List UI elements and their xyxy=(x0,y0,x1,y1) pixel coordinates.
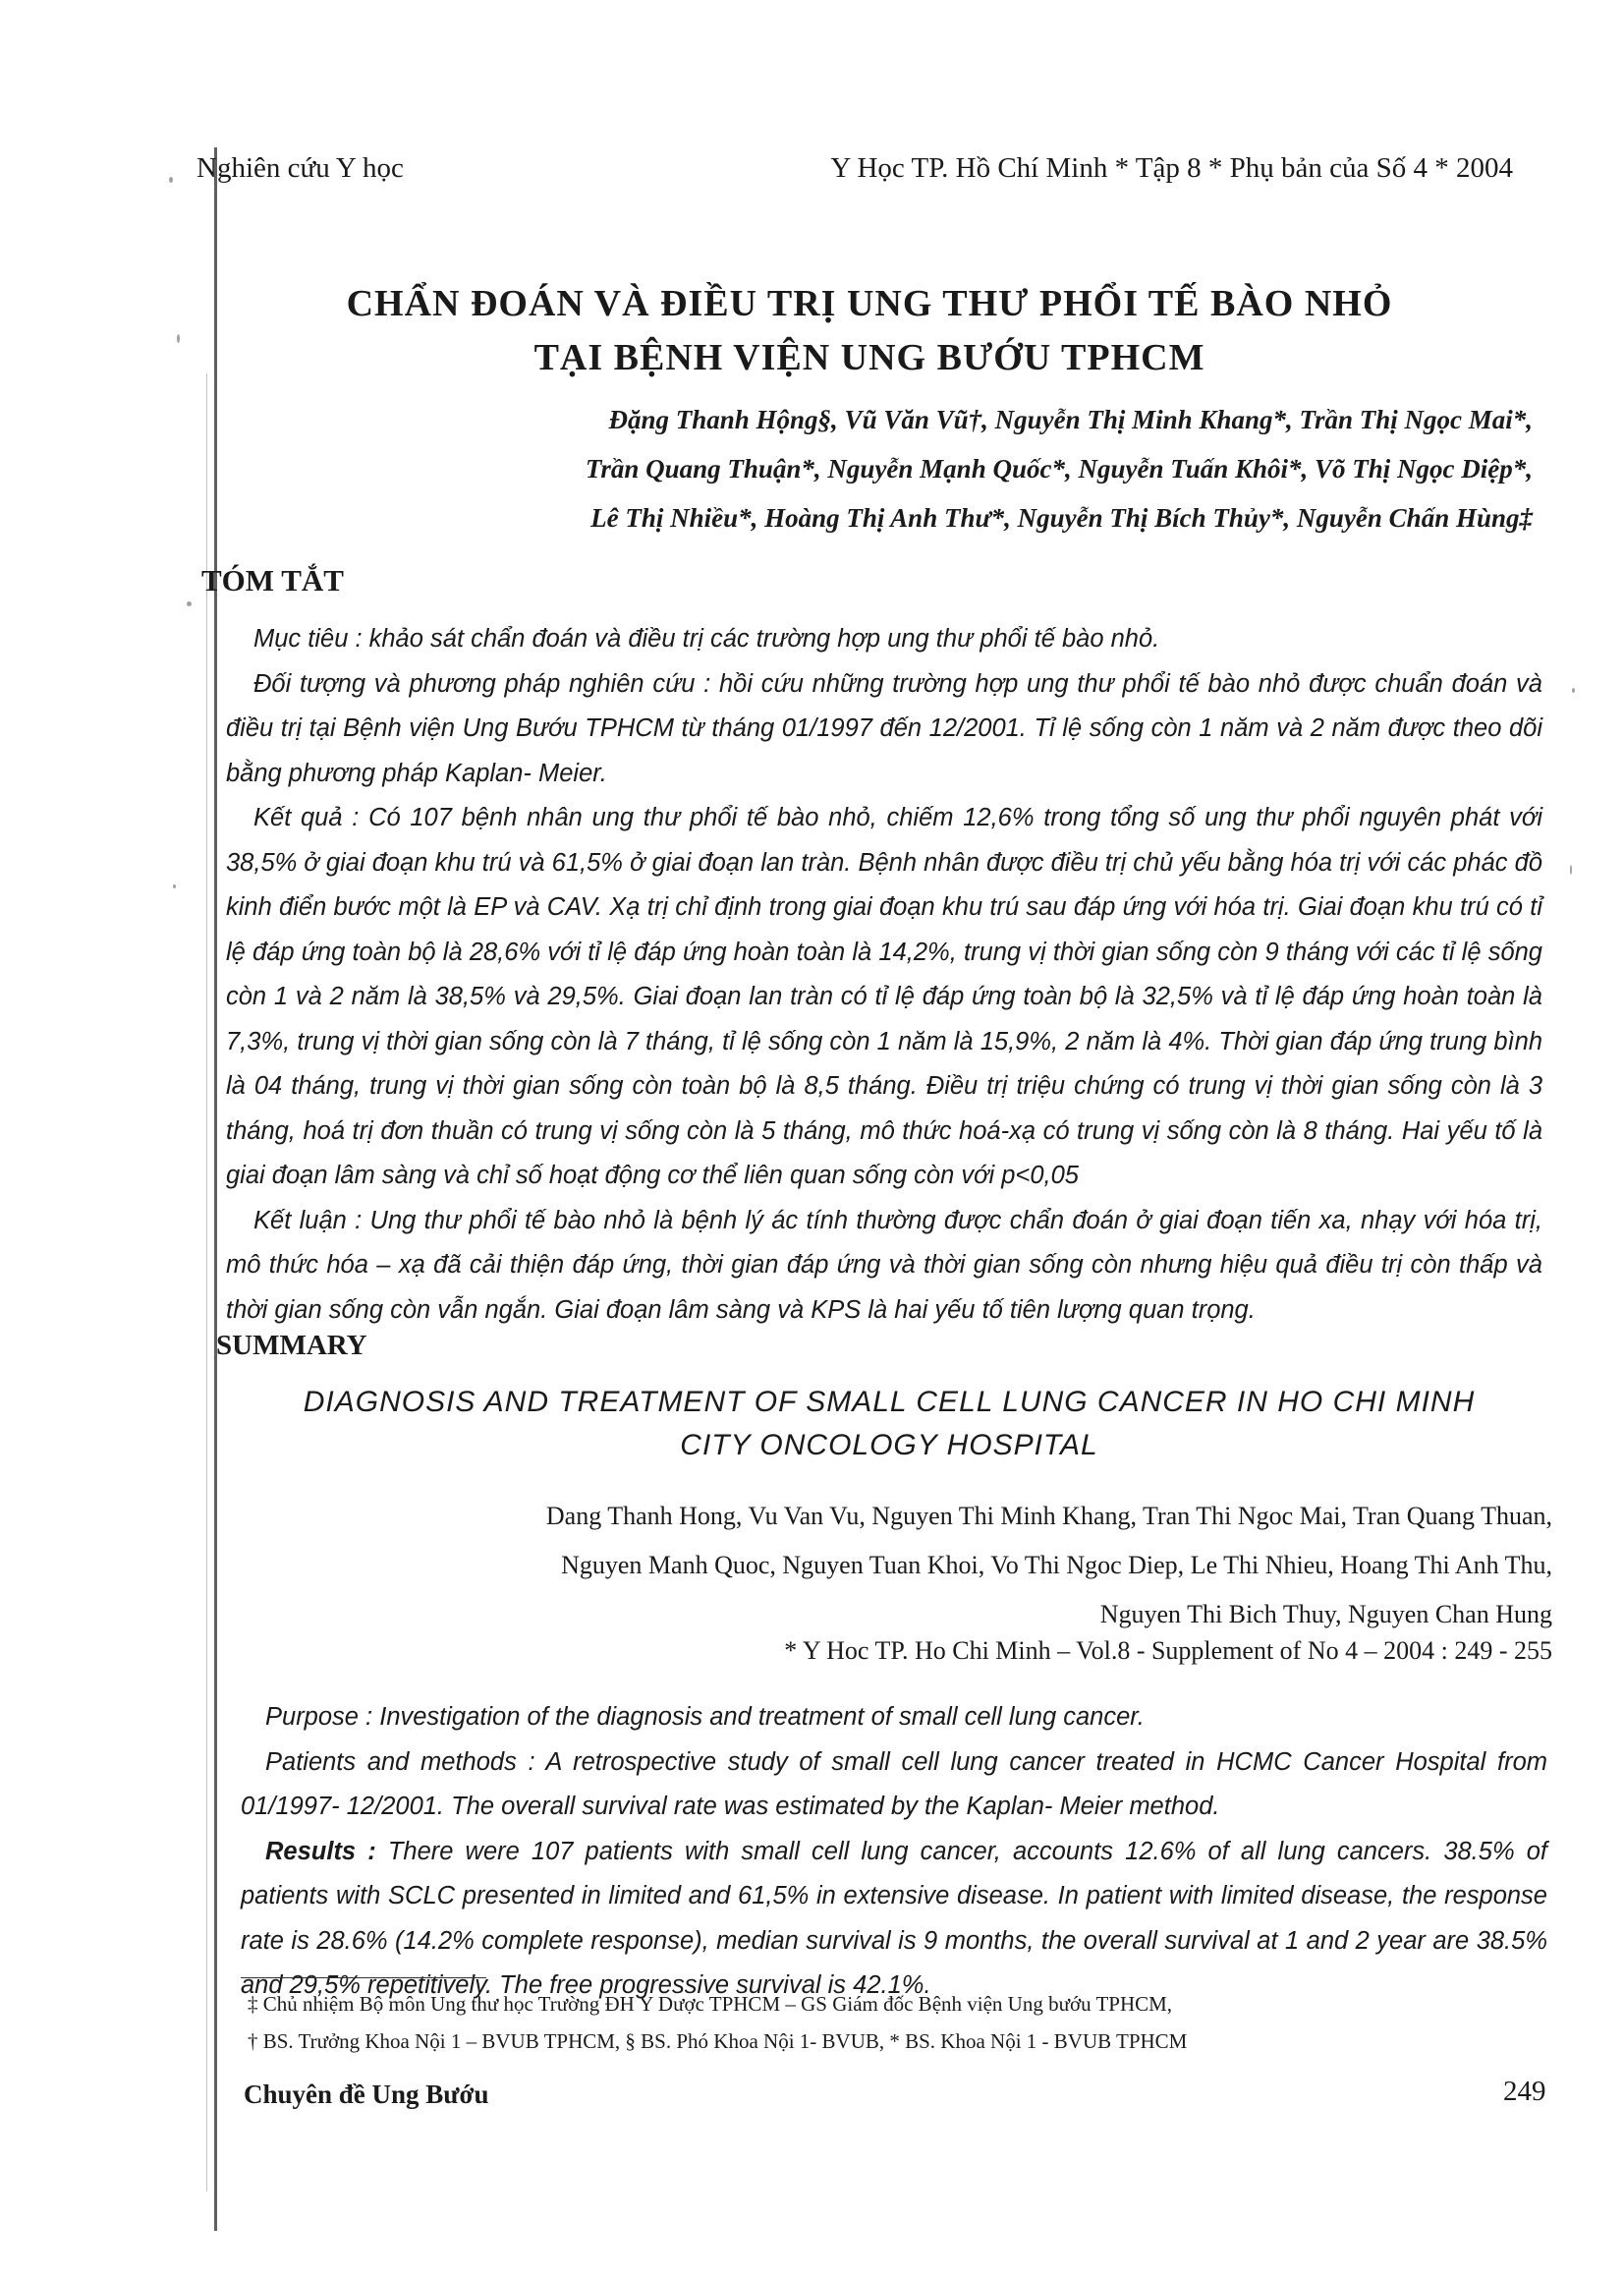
running-header xyxy=(196,152,1513,192)
footnote-divider xyxy=(241,1977,486,1978)
section-heading-summary: SUMMARY xyxy=(216,1330,367,1361)
scan-speck xyxy=(169,177,173,183)
scan-edge-line xyxy=(214,147,217,2231)
results-label: Results : xyxy=(265,1837,376,1865)
abstract-paragraph-results: Kết quả : Có 107 bệnh nhân ung thư phổi tế bào nhỏ, chiếm 12,6% trong tổng số ung thư phổi nguyên phát với 38,5% ở giai đoạn khu trú và 61,5% ở giai đoạn lan tràn. Bệnh nhân được điều trị chủ yếu bằng hóa trị với các phác đồ kinh điển bước một là EP và CAV. Xạ trị chỉ định trong giai đoạn khu trú sau đáp ứng với hóa trị. Giai đoạn khu trú có tỉ lệ đáp ứng toàn bộ là 28,6% với tỉ lệ đáp ứng hoàn toàn là 14,2%, trung vị thời gian sống còn 9 tháng với các tỉ lệ sống còn 1 và 2 năm là 38,5% và 29,5%. Giai đoạn lan tràn có tỉ lệ đáp ứng toàn bộ là 32,5% và tỉ lệ đáp ứng hoàn toàn là 7,3%, trung vị thời gian sống còn là 7 tháng, tỉ lệ sống còn 1 năm là 15,9%, 2 năm là 4%. Thời gian đáp ứng trung bình là 04 tháng, trung vị thời gian sống còn toàn bộ là 8,5 tháng. Điều trị triệu chứng có trung vị thời gian sống còn là 3 tháng, hoá trị đơn thuần có trung vị sống còn là 5 tháng, mô thức hoá-xạ có trung vị sống còn là 8 tháng. Hai yếu tố là giai đoạn lâm sàng và chỉ số hoạt động cơ thể liên quan sống còn với p<0,05 xyxy=(226,804,1542,1189)
title-line: TẠI BỆNH VIỆN UNG BƯỚU TPHCM xyxy=(533,337,1205,378)
author-line: Đặng Thanh Hộng§, Vũ Văn Vũ†, Nguyễn Thị Minh Khang*, Trần Thị Ngọc Mai*, xyxy=(608,405,1533,434)
abstract-vi xyxy=(226,617,1542,1333)
scan-speck xyxy=(177,334,180,343)
footnote: † BS. Trưởng Khoa Nội 1 – BVUB TPHCM, § BS. Phó Khoa Nội 1- BVUB, * BS. Khoa Nội 1 - BVUB TPHCM xyxy=(248,2029,1188,2053)
author-line: Dang Thanh Hong, Vu Van Vu, Nguyen Thi Minh Khang, Tran Thi Ngoc Mai, Tran Quang Thuan, xyxy=(545,1502,1552,1530)
header-section: Nghiên cứu Y học xyxy=(196,152,404,184)
author-list-en xyxy=(246,1492,1552,1639)
title-line: CHẨN ĐOÁN VÀ ĐIỀU TRỊ UNG THƯ PHỔI TẾ BÀO NHỎ xyxy=(346,283,1393,324)
english-title-line: CITY ONCOLOGY HOSPITAL xyxy=(680,1429,1098,1461)
footnote: ‡ Chủ nhiệm Bộ môn Ung thư học Trường ĐH Y Dược TPHCM – GS Giám đốc Bệnh viện Ung bướu TPHCM, xyxy=(248,1992,1173,2016)
abstract-paragraph-purpose: Purpose : Investigation of the diagnosis and treatment of small cell lung cancer. xyxy=(265,1703,1145,1731)
abstract-paragraph-methods: Patients and methods : A retrospective study of small cell lung cancer treated in HCMC Cancer Hospital from 01/1997- 12/2001. The overall survival rate was estimated by the Kaplan- Meier method. xyxy=(241,1747,1547,1820)
english-title-line: DIAGNOSIS AND TREATMENT OF SMALL CELL LUNG CANCER IN HO CHI MINH xyxy=(303,1386,1476,1418)
scan-speck xyxy=(1572,688,1575,693)
author-line: Lê Thị Nhiều*, Hoàng Thị Anh Thư*, Nguyễn Thị Bích Thủy*, Nguyễn Chấn Hùng‡ xyxy=(590,503,1533,533)
header-journal: Y Học TP. Hồ Chí Minh * Tập 8 * Phụ bản của Số 4 * 2004 xyxy=(830,152,1513,184)
footer-topic: Chuyên đề Ung Bướu xyxy=(244,2080,489,2109)
author-line: Nguyen Thi Bich Thuy, Nguyen Chan Hung xyxy=(1099,1600,1552,1628)
footnotes xyxy=(248,1985,1544,2060)
section-heading-tomtat: TÓM TẮT xyxy=(201,563,344,598)
abstract-paragraph-methods: Đối tượng và phương pháp nghiên cứu : hồi cứu những trường hợp ung thư phổi tế bào nhỏ được chuẩn đoán và điều trị tại Bệnh viện Ung Bướu TPHCM từ tháng 01/1997 đến 12/2001. Tỉ lệ sống còn 1 năm và 2 năm được theo dõi bằng phương pháp Kaplan- Meier. xyxy=(226,669,1542,787)
page-number: 249 xyxy=(1503,2076,1546,2107)
scan-edge-line-faint xyxy=(206,373,207,2192)
citation: * Y Hoc TP. Ho Chi Minh – Vol.8 - Supplement of No 4 – 2004 : 249 - 255 xyxy=(784,1636,1552,1665)
english-title xyxy=(236,1381,1542,1467)
author-line: Nguyen Manh Quoc, Nguyen Tuan Khoi, Vo Thi Ngoc Diep, Le Thi Nhieu, Hoang Thi Anh Thu, xyxy=(561,1551,1552,1579)
abstract-paragraph-objective: Mục tiêu : khảo sát chẩn đoán và điều trị các trường hợp ung thư phổi tế bào nhỏ. xyxy=(253,625,1160,653)
abstract-en xyxy=(241,1695,1547,2009)
article-title xyxy=(255,277,1484,385)
author-line: Trần Quang Thuận*, Nguyễn Mạnh Quốc*, Nguyễn Tuấn Khôi*, Võ Thị Ngọc Diệp*, xyxy=(585,454,1533,484)
results-text: There were 107 patients with small cell lung cancer, accounts 12.6% of all lung cancers. 38.5% of patients with SCLC presented in limited and 61,5% in extensive disease. In patient with limited disease, the response rate is 28.6% (14.2% complete response), median survival is 9 months, the overall survival at 1 and 2 year are 38.5% and 29,5% repetitively. The free progressive survival is 42.1%. xyxy=(241,1837,1547,1999)
scan-speck xyxy=(1570,865,1572,875)
abstract-paragraph-results xyxy=(241,1830,1547,2009)
scan-speck xyxy=(187,601,192,606)
author-list-vi xyxy=(295,395,1533,542)
scan-speck xyxy=(173,884,176,888)
abstract-paragraph-conclusion: Kết luận : Ung thư phổi tế bào nhỏ là bệnh lý ác tính thường được chẩn đoán ở giai đoạn tiến xa, nhạy với hóa trị, mô thức hóa – xạ đã cải thiện đáp ứng, thời gian đáp ứng và thời gian sống còn nhưng hiệu quả điều trị còn thấp và thời gian sống còn vẫn ngắn. Giai đoạn lâm sàng và KPS là hai yếu tố tiên lượng quan trọng. xyxy=(226,1206,1542,1324)
